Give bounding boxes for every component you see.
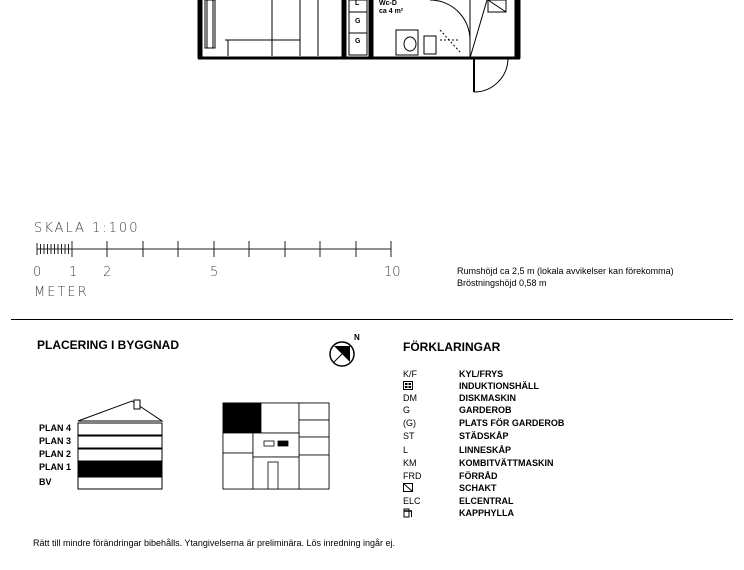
- legend-item-kapphylla: [403, 508, 703, 521]
- level-plan-3: PLAN 3: [39, 436, 72, 446]
- legend-code: KM: [403, 458, 417, 468]
- legend-label: PLATS FÖR GARDEROB: [459, 418, 565, 428]
- key-plan: [222, 402, 332, 492]
- coat-rack-icon: [403, 508, 413, 520]
- level-plan-1: PLAN 1: [39, 462, 72, 472]
- legend-item-garderob: [403, 405, 703, 418]
- legend-item-schakt: [403, 483, 703, 496]
- legend-item-kombitvattmaskin: [403, 458, 703, 471]
- scale-bar: [0, 235, 744, 265]
- induction-hob-icon: [403, 381, 413, 392]
- floor-plan-fragment: [0, 0, 744, 100]
- room-area: ca 4 m²: [379, 8, 404, 15]
- legend-label: KYL/FRYS: [459, 369, 504, 379]
- legend-label: STÄDSKÅP: [459, 431, 509, 441]
- legend-item-forrad: [403, 471, 703, 484]
- level-bv: BV: [39, 477, 52, 487]
- scale-unit: METER: [34, 285, 89, 300]
- legend-label: SCHAKT: [459, 483, 497, 493]
- cabinet-label-2: G: [355, 18, 361, 25]
- level-plan-4: PLAN 4: [39, 423, 72, 433]
- legend-title: FÖRKLARINGAR: [403, 340, 501, 354]
- scale-tick-2: 2: [103, 265, 112, 280]
- cabinet-label-3: G: [355, 38, 361, 45]
- cabinet-label-1: L: [355, 0, 360, 7]
- room-height-note: Rumshöjd ca 2,5 m (lokala avvikelser kan förekomma): [457, 266, 674, 276]
- legend-code: (G): [403, 418, 416, 428]
- legend-item-elcentral: [403, 496, 703, 509]
- legend-label: LINNESKÅP: [459, 445, 512, 455]
- legend-item-stadskap: [403, 431, 703, 444]
- scale-tick-10: 10: [384, 265, 401, 280]
- section-divider: [11, 319, 733, 320]
- building-elevation: [70, 396, 170, 491]
- legend-label: INDUKTIONSHÄLL: [459, 381, 539, 391]
- sill-height-note: Bröstningshöjd 0,58 m: [457, 278, 547, 288]
- scale-tick-5: 5: [210, 265, 219, 280]
- legend-code: ST: [403, 431, 415, 441]
- scale-tick-0: 0: [33, 265, 42, 280]
- legend-label: ELCENTRAL: [459, 496, 514, 506]
- legend-code: DM: [403, 393, 417, 403]
- legend-code: K/F: [403, 369, 418, 379]
- room-label: Wc-D: [379, 0, 397, 7]
- scale-title: SKALA 1:100: [34, 221, 140, 236]
- legend-code: L: [403, 445, 409, 455]
- legend-label: FÖRRÅD: [459, 471, 498, 481]
- legend-label: KAPPHYLLA: [459, 508, 515, 518]
- legend-code: G: [403, 405, 411, 415]
- legend-code: ELC: [403, 496, 421, 506]
- legend-code: FRD: [403, 471, 422, 481]
- legend-item-diskmaskin: [403, 393, 703, 406]
- level-plan-2: PLAN 2: [39, 449, 72, 459]
- legend-item-induktionshall: [403, 381, 703, 394]
- legend-item-plats-for-garderob: [403, 418, 703, 431]
- placement-title: PLACERING I BYGGNAD: [37, 338, 180, 352]
- legend-item-kyl-frys: [403, 369, 703, 382]
- shaft-icon: [403, 483, 413, 494]
- scale-tick-1: 1: [69, 265, 78, 280]
- legend-label: DISKMASKIN: [459, 393, 517, 403]
- disclaimer: Rätt till mindre förändringar bibehålls. Ytangivelserna är preliminära. Lös inredning ingår ej.: [33, 538, 396, 548]
- compass-icon: [326, 334, 366, 370]
- legend-label: GARDEROB: [459, 405, 512, 415]
- legend-label: KOMBITVÄTTMASKIN: [459, 458, 554, 468]
- legend-item-linneskap: [403, 445, 703, 458]
- compass-north-label: N: [354, 333, 360, 342]
